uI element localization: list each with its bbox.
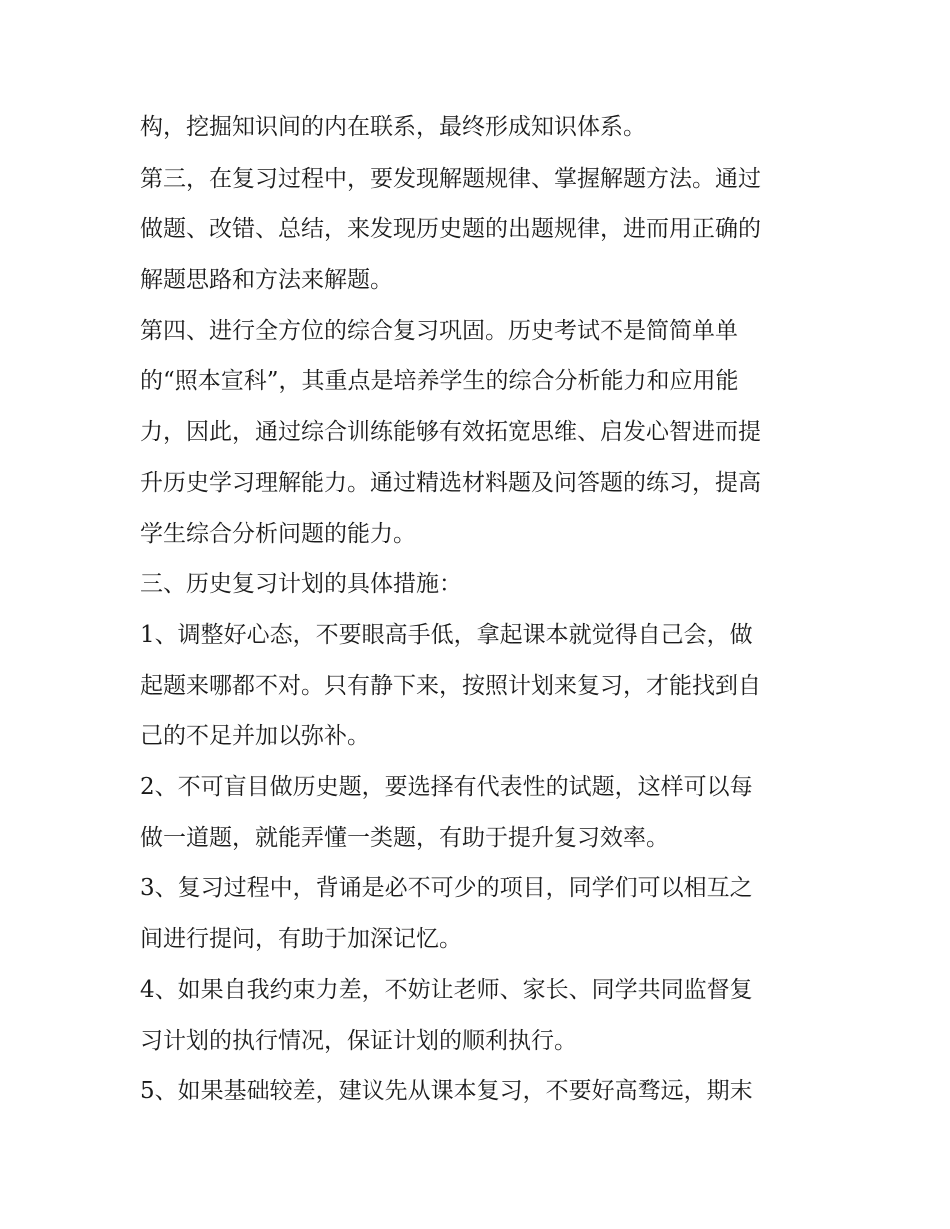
text-line: 第四、进行全方位的综合复习巩固。历史考试不是简简单单 xyxy=(140,318,738,344)
list-item-2: 2、不可盲目做历史题，要选择有代表性的试题，这样可以每 xyxy=(140,774,753,800)
list-item-3: 3、复习过程中，背诵是必不可少的项目，同学们可以相互之 xyxy=(140,875,753,901)
text-line: 的“照本宣科”，其重点是培养学生的综合分析能力和应用能 xyxy=(140,368,739,394)
text-line: 间进行提问，有助于加深记忆。 xyxy=(140,926,462,952)
text-line: 学生综合分析问题的能力。 xyxy=(140,521,416,547)
list-item-1: 1、调整好心态，不要眼高手低，拿起课本就觉得自己会，做 xyxy=(140,622,753,648)
text-line: 做题、改错、总结，来发现历史题的出题规律，进而用正确的 xyxy=(140,216,761,242)
text-line: 第三，在复习过程中，要发现解题规律、掌握解题方法。通过 xyxy=(140,166,761,192)
text-line: 构，挖掘知识间的内在联系，最终形成知识体系。 xyxy=(140,114,646,140)
list-item-4: 4、如果自我约束力差，不妨让老师、家长、同学共同监督复 xyxy=(140,977,753,1003)
section-heading: 三、历史复习计划的具体措施： xyxy=(140,571,462,597)
text-line: 起题来哪都不对。只有静下来，按照计划来复习，才能找到自 xyxy=(140,673,761,699)
list-item-5: 5、如果基础较差，建议先从课本复习，不要好高骛远，期末 xyxy=(140,1078,753,1104)
text-line: 升历史学习理解能力。通过精选材料题及问答题的练习，提高 xyxy=(140,470,761,496)
text-line: 习计划的执行情况，保证计划的顺利执行。 xyxy=(140,1028,577,1054)
text-line: 解题思路和方法来解题。 xyxy=(140,267,393,293)
text-line: 做一道题，就能弄懂一类题，有助于提升复习效率。 xyxy=(140,825,669,851)
text-line: 力，因此，通过综合训练能够有效拓宽思维、启发心智进而提 xyxy=(140,419,761,445)
text-line: 己的不足并加以弥补。 xyxy=(140,723,370,749)
